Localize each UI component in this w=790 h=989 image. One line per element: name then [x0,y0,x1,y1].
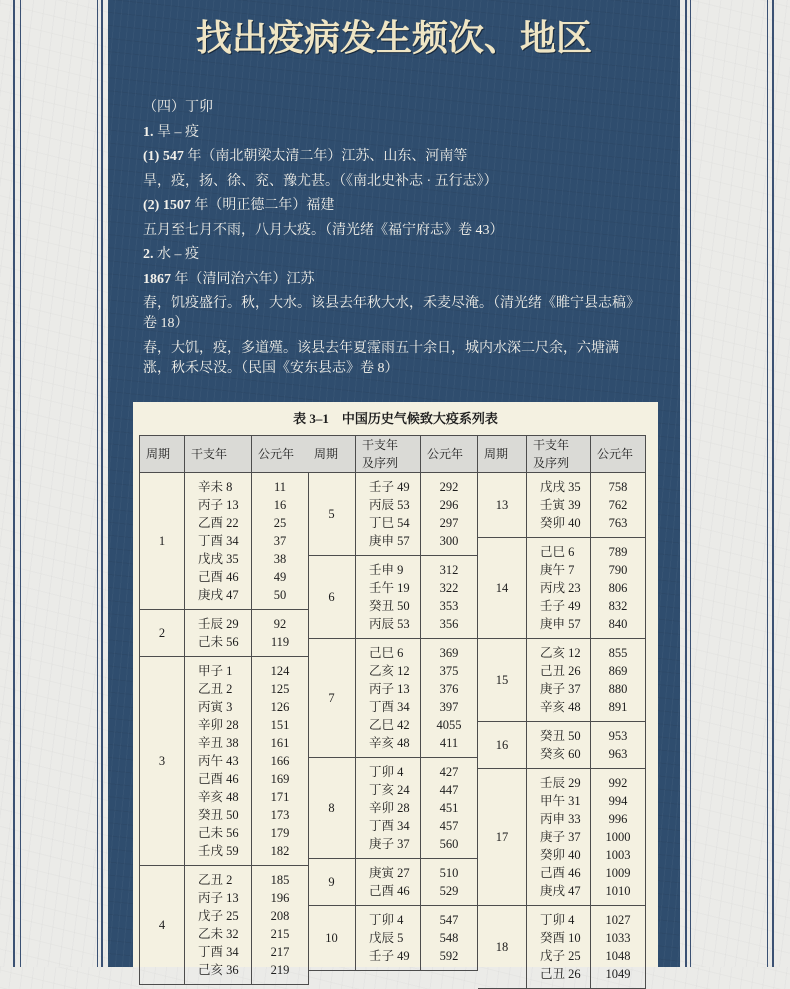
ganzhi-cell [356,556,421,638]
ganzhi-entry: 己亥 36 [198,963,239,977]
period-number: 13 [495,498,509,512]
year-entry: 994 [608,794,628,808]
table-header-cell [185,436,252,472]
year-cell [421,473,478,555]
year-entry: 215 [270,927,290,941]
record-heading [143,196,658,216]
subsection-label: 水 – 疫 [153,247,199,262]
subsection-heading [143,245,658,265]
table-period-row [308,473,478,556]
table-period-row [478,722,646,769]
ganzhi-entry: 丙戌 23 [540,581,581,595]
ganzhi-entry: 庚申 57 [540,617,581,631]
year-entry: 322 [439,581,459,595]
year-entry: 161 [270,736,290,750]
ganzhi-entry: 丙子 13 [369,682,410,696]
frame-line-left-panel-outer [101,0,103,967]
ganzhi-entry: 癸卯 40 [540,516,581,530]
record-heading-text: 年（南北朝梁太清二年）江苏、山东、河南等 [183,149,468,164]
year-cell [252,657,309,865]
ganzhi-cell [185,866,252,984]
ganzhi-entry: 己未 56 [198,826,239,840]
page-title: 找出疫病发生频次、地区 [195,17,592,59]
year-entry: 790 [608,563,628,577]
year-entry: 296 [439,498,459,512]
year-entry: 529 [439,884,459,898]
table-panel [133,402,658,981]
ganzhi-entry: 乙酉 22 [198,516,239,530]
table-header-label: 周期 [146,447,171,461]
ganzhi-entry: 辛卯 28 [198,718,239,732]
ganzhi-entry: 乙丑 2 [198,873,233,887]
year-entry: 38 [273,552,287,566]
period-number: 6 [328,590,335,604]
table-header-cell [140,436,185,472]
ganzhi-entry: 癸卯 40 [540,848,581,862]
year-entry: 124 [270,664,290,678]
period-cell [478,538,527,638]
year-cell [421,906,478,970]
ganzhi-entry: 戊辰 5 [369,931,404,945]
ganzhi-entry: 戊戌 35 [540,480,581,494]
table-header-label: 干支年及序列 [362,438,399,470]
year-entry: 840 [608,617,628,631]
ganzhi-entry: 丁亥 24 [369,783,410,797]
frame-line-right-panel-inner [690,0,691,967]
ganzhi-entry: 辛未 8 [198,480,233,494]
period-cell [478,722,527,768]
ganzhi-entry: 乙未 32 [198,927,239,941]
year-entry: 208 [270,909,290,923]
record-text-line: 春，大饥，疫，多道殣。该县去年夏霪雨五十余日，城内水深二尺余，六塘满 [143,340,619,356]
frame-line-left-panel-inner [97,0,98,967]
year-entry: 1033 [605,931,631,945]
table-group [308,435,478,971]
section-heading-text: （四）丁卯 [143,100,213,115]
year-entry: 953 [608,729,628,743]
ganzhi-entry: 丁酉 34 [369,700,410,714]
ganzhi-entry: 庚寅 27 [369,866,410,880]
year-entry: 1009 [605,866,631,880]
period-number: 17 [495,830,509,844]
year-entry: 427 [439,765,459,779]
table-period-row [308,906,478,971]
period-number: 10 [325,931,338,945]
ganzhi-entry: 己丑 26 [540,967,581,981]
ganzhi-entry: 戊子 25 [198,909,239,923]
table-header-label: 周期 [484,447,509,461]
period-number: 16 [495,738,509,752]
table-period-row [478,906,646,989]
period-cell [478,906,527,988]
table-header-label: 干支年 [191,447,228,461]
year-entry: 182 [270,844,290,858]
record-text-line: 卷 18） [143,316,189,331]
ganzhi-entry: 己未 56 [198,635,239,649]
period-cell [478,769,527,905]
year-entry: 510 [439,866,459,880]
ganzhi-cell [185,473,252,609]
frame-line-left-inner [20,0,21,967]
year-entry: 996 [608,812,628,826]
table-header-cell [421,436,478,472]
year-entry: 806 [608,581,628,595]
year-cell [591,769,646,905]
ganzhi-entry: 辛卯 28 [369,801,410,815]
year-entry: 832 [608,599,628,613]
subsection-label: 旱 – 疫 [153,124,199,140]
year-entry: 125 [270,682,290,696]
ganzhi-entry: 丙申 33 [540,812,581,826]
year-entry: 1003 [605,848,631,862]
ganzhi-entry: 癸丑 50 [198,808,239,822]
year-entry: 173 [270,808,290,822]
period-cell [308,556,356,638]
year-entry: 312 [439,563,459,577]
table-title: 表 3–1 中国历史气候致大疫系列表 [293,411,498,426]
year-entry: 411 [439,736,459,750]
ganzhi-cell [527,769,591,905]
year-entry: 891 [608,700,628,714]
ganzhi-entry: 壬戌 59 [198,844,239,858]
ganzhi-entry: 壬辰 29 [540,776,581,790]
period-cell [308,639,356,757]
period-number: 15 [495,673,509,687]
year-entry: 963 [608,747,628,761]
subsection-number: 1. [143,124,154,140]
ganzhi-cell [356,859,421,905]
year-cell [591,473,646,537]
year-entry: 592 [439,949,459,963]
year-entry: 356 [439,617,459,631]
table-period-row [308,556,478,639]
year-entry: 353 [439,599,459,613]
year-entry: 219 [270,963,290,977]
year-cell [591,722,646,768]
ganzhi-entry: 己酉 46 [198,772,239,786]
ganzhi-entry: 戊子 25 [540,949,581,963]
year-entry: 171 [270,790,290,804]
year-entry: 789 [608,545,628,559]
year-entry: 855 [608,646,628,660]
year-entry: 300 [439,534,459,548]
ganzhi-entry: 丙子 13 [198,498,239,512]
ganzhi-entry: 癸丑 50 [369,599,410,613]
ganzhi-entry: 丙辰 53 [369,498,410,512]
ganzhi-entry: 辛亥 48 [369,736,410,750]
period-cell [140,866,185,984]
year-entry: 92 [273,617,287,631]
ganzhi-entry: 乙亥 12 [540,646,581,660]
table-period-row [308,758,478,859]
ganzhi-entry: 丁酉 34 [198,534,239,548]
table-header-row [140,436,309,473]
record-text [143,221,658,241]
table-header-cell [308,436,356,472]
ganzhi-cell [527,906,591,988]
year-entry: 37 [273,534,287,548]
year-entry: 292 [439,480,459,494]
table-period-row [478,538,646,639]
year-entry: 869 [608,664,628,678]
subsection-number: 2. [143,247,154,262]
year-entry: 451 [439,801,459,815]
year-entry: 4055 [436,718,462,732]
year-entry: 447 [439,783,459,797]
period-number: 8 [328,801,335,815]
year-entry: 166 [270,754,290,768]
ganzhi-entry: 丁酉 34 [369,819,410,833]
year-entry: 376 [439,682,459,696]
year-entry: 880 [608,682,628,696]
table-period-row [140,610,309,657]
ganzhi-entry: 己酉 46 [369,884,410,898]
table-header-label: 公元年 [258,447,295,461]
year-cell [252,610,309,656]
ganzhi-entry: 丁卯 4 [369,765,404,779]
table-period-row [308,859,478,906]
record-text [143,339,658,379]
period-number: 3 [158,754,166,768]
ganzhi-entry: 丙寅 3 [198,700,233,714]
year-cell [421,758,478,858]
ganzhi-entry: 乙亥 12 [369,664,410,678]
record-text-line: 五月至七月不雨，八月大疫。（清光绪《福宁府志》卷 43） [143,222,504,238]
frame-line-right-panel-outer [685,0,687,967]
year-entry: 196 [270,891,290,905]
ganzhi-entry: 丁卯 4 [540,913,575,927]
table-group [478,435,646,989]
period-cell [308,758,356,858]
ganzhi-entry: 壬申 9 [369,563,404,577]
ganzhi-entry: 乙丑 2 [198,682,233,696]
period-cell [478,639,527,721]
ganzhi-entry: 壬寅 39 [540,498,581,512]
period-cell [140,473,185,609]
year-entry: 1048 [605,949,631,963]
ganzhi-entry: 癸丑 50 [540,729,581,743]
table-period-row [140,866,309,985]
ganzhi-entry: 丙午 43 [198,754,239,768]
frame-line-right-inner [767,0,768,967]
year-entry: 179 [270,826,290,840]
period-cell [308,859,356,905]
ganzhi-entry: 癸亥 60 [540,747,581,761]
record-text [143,172,658,192]
year-cell [421,639,478,757]
table-header-label: 周期 [314,447,339,461]
period-number: 1 [158,534,166,548]
record-text [143,294,658,334]
year-cell [591,538,646,638]
ganzhi-entry: 甲子 1 [198,664,233,678]
article-body [143,98,658,383]
ganzhi-entry: 癸酉 10 [540,931,581,945]
ganzhi-entry: 庚子 37 [540,830,581,844]
year-entry: 560 [439,837,459,851]
table-header-cell [252,436,309,472]
year-cell [591,639,646,721]
ganzhi-entry: 甲午 31 [540,794,581,808]
period-cell [140,610,185,656]
subsection-heading [143,123,658,143]
ganzhi-entry: 庚戌 47 [198,588,239,602]
period-number: 7 [328,691,335,705]
ganzhi-entry: 壬午 19 [369,581,410,595]
period-cell [478,473,527,537]
table-period-row [478,639,646,722]
record-heading [143,270,658,290]
ganzhi-cell [185,610,252,656]
year-entry: 1000 [605,830,631,844]
ganzhi-entry: 己巳 6 [369,646,404,660]
year-entry: 151 [270,718,290,732]
ganzhi-cell [527,473,591,537]
table-period-row [140,473,309,610]
table-header-cell [527,436,591,472]
year-entry: 1049 [605,967,631,981]
year-entry: 1010 [605,884,631,898]
year-cell [591,906,646,988]
year-entry: 992 [608,776,628,790]
ganzhi-cell [356,758,421,858]
year-entry: 297 [439,516,459,530]
ganzhi-entry: 壬辰 29 [198,617,239,631]
period-number: 14 [495,581,509,595]
year-cell [252,866,309,984]
ganzhi-entry: 庚子 37 [540,682,581,696]
ganzhi-entry: 辛亥 48 [198,790,239,804]
year-entry: 50 [273,588,287,602]
ganzhi-cell [356,906,421,970]
table-header-label: 公元年 [597,447,634,461]
table-header-label: 公元年 [427,447,464,461]
year-entry: 119 [270,635,290,649]
table-group [139,435,309,985]
ganzhi-entry: 壬子 49 [369,480,410,494]
record-text-line: 旱，疫，扬、徐、兖、豫尤甚。（《南北史补志 · 五行志》） [143,173,498,189]
year-cell [421,556,478,638]
period-number: 18 [495,940,509,954]
ganzhi-cell [356,473,421,555]
record-year: 1867 [143,271,171,287]
ganzhi-cell [527,639,591,721]
record-text-line: 涨，秋禾尽没。（民国《安东县志》卷 8） [143,360,399,376]
year-entry: 758 [608,480,628,494]
year-entry: 1027 [605,913,631,927]
year-entry: 375 [439,664,459,678]
period-cell [140,657,185,865]
year-entry: 169 [270,772,290,786]
ganzhi-entry: 壬子 49 [369,949,410,963]
table-period-row [478,769,646,906]
year-entry: 547 [439,913,459,927]
period-cell [308,473,356,555]
year-entry: 16 [273,498,287,512]
ganzhi-entry: 己巳 6 [540,545,575,559]
year-entry: 49 [273,570,287,584]
year-entry: 11 [273,480,287,494]
ganzhi-entry: 己酉 46 [540,866,581,880]
ganzhi-entry: 庚戌 47 [540,884,581,898]
table-period-row [308,639,478,758]
year-entry: 457 [439,819,459,833]
ganzhi-cell [356,639,421,757]
ganzhi-entry: 丁巳 54 [369,516,410,530]
table-header-label: 干支年及序列 [533,438,570,470]
table-header-cell [591,436,646,472]
year-entry: 763 [608,516,628,530]
record-heading [143,147,658,167]
table-header-row [478,436,646,473]
year-entry: 548 [439,931,459,945]
ganzhi-entry: 壬子 49 [540,599,581,613]
ganzhi-entry: 丁卯 4 [369,913,404,927]
year-entry: 126 [270,700,290,714]
year-entry: 185 [270,873,290,887]
table-header-row [308,436,478,473]
ganzhi-entry: 丁酉 34 [198,945,239,959]
content-panel [108,0,680,981]
year-entry: 25 [273,516,287,530]
ganzhi-cell [527,722,591,768]
table-header-cell [356,436,421,472]
ganzhi-entry: 己酉 46 [198,570,239,584]
table-period-row [478,473,646,538]
table-header-cell [478,436,527,472]
record-year: (1) 547 [143,149,184,164]
ganzhi-entry: 庚午 7 [540,563,575,577]
year-cell [421,859,478,905]
ganzhi-cell [527,538,591,638]
year-entry: 762 [608,498,628,512]
ganzhi-cell [185,657,252,865]
record-heading-text: 年（明正德二年）福建 [190,198,335,213]
ganzhi-entry: 辛亥 48 [540,700,581,714]
frame-line-left-outer [13,0,15,967]
ganzhi-entry: 庚子 37 [369,837,410,851]
ganzhi-entry: 辛丑 38 [198,736,239,750]
frame-line-right-outer [772,0,774,967]
table-period-row [140,657,309,866]
record-heading-text: 年（清同治六年）江苏 [171,271,315,287]
ganzhi-entry: 丙子 13 [198,891,239,905]
period-number: 4 [158,918,166,932]
year-cell [252,473,309,609]
period-number: 9 [328,875,335,889]
section-heading [143,98,658,118]
ganzhi-entry: 丙辰 53 [369,617,410,631]
ganzhi-entry: 乙巳 42 [369,718,410,732]
year-entry: 217 [270,945,290,959]
ganzhi-entry: 戊戌 35 [198,552,239,566]
ganzhi-entry: 庚申 57 [369,534,410,548]
year-entry: 369 [439,646,459,660]
period-number: 2 [158,626,166,640]
record-year: (2) 1507 [143,198,191,213]
year-entry: 397 [439,700,459,714]
ganzhi-entry: 己丑 26 [540,664,581,678]
period-cell [308,906,356,970]
period-number: 5 [328,507,335,521]
record-text-line: 春，饥疫盛行。秋，大水。该县去年秋大水，禾麦尽淹。（清光绪《睢宁县志稿》 [143,296,640,311]
